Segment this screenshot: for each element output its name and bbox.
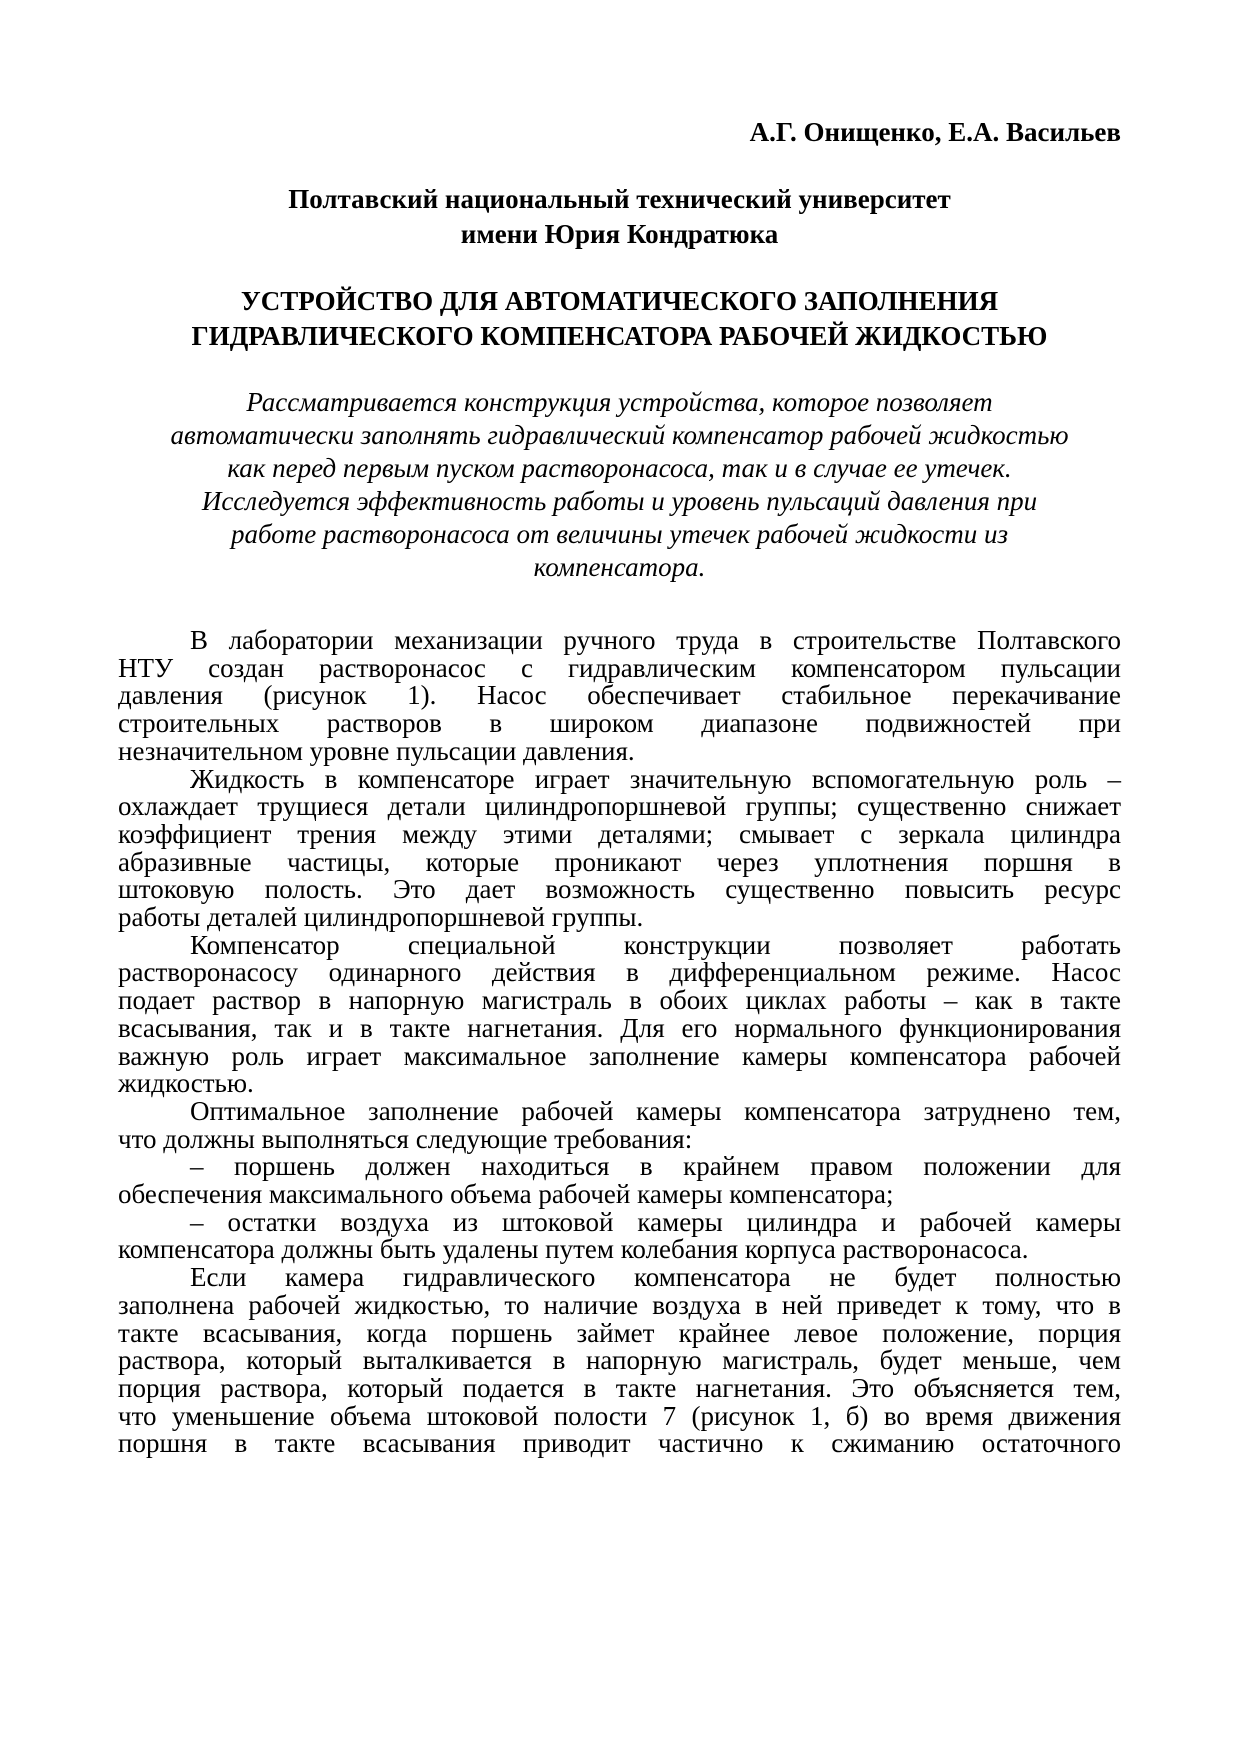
body-line: работы деталей цилиндропоршневой группы.	[118, 902, 644, 933]
body-line: всасывания, так и в такте нагнетания. Для его нормального функционирования	[118, 1012, 1121, 1043]
body-text	[118, 627, 1121, 1458]
body-line: абразивные частицы, которые проникают через уплотнения поршня в	[118, 846, 1121, 877]
body-paragraph	[118, 763, 1121, 933]
body-line: раствора, который выталкивается в напорную магистраль, будет меньше, чем	[118, 1345, 1121, 1376]
body-paragraph	[118, 1206, 1121, 1265]
abstract-line: Рассматривается конструкция устройства, которое позволяет	[246, 387, 993, 417]
body-line: что должны выполняться следующие требования:	[118, 1123, 693, 1154]
body-line: растворонасосу одинарного действия в дифференциальном режиме. Насос	[118, 957, 1121, 988]
abstract-line: работе растворонасоса от величины утечек рабочей жидкости из	[230, 519, 1009, 549]
title-line: УСТРОЙСТВО ДЛЯ АВТОМАТИЧЕСКОГО ЗАПОЛНЕНИЯ	[240, 286, 999, 316]
paper-title	[118, 284, 1121, 354]
body-line: заполнена рабочей жидкостью, то наличие воздуха в ней приведет к тому, что в	[118, 1289, 1121, 1320]
body-line: что уменьшение объема штоковой полости 7 (рисунок 1, б) во время движения	[118, 1400, 1121, 1431]
university-line: имени Юрия Кондратюка	[460, 219, 779, 249]
body-line: подает раствор в напорную магистраль в обоих циклах работы – как в такте	[118, 985, 1121, 1016]
body-line: незначительном уровне пульсации давления.	[118, 735, 635, 766]
body-line: компенсатора должны быть удалены путем колебания корпуса растворонасоса.	[118, 1234, 1029, 1265]
body-line: – остатки воздуха из штоковой камеры цилиндра и рабочей камеры	[190, 1206, 1121, 1237]
body-line: обеспечения максимального объема рабочей камеры компенсатора;	[118, 1179, 894, 1210]
body-line: Жидкость в компенсаторе играет значительную вспомогательную роль –	[190, 763, 1121, 794]
abstract-line: компенсатора.	[533, 552, 706, 582]
body-line: Оптимальное заполнение рабочей камеры компенсатора затруднено тем,	[190, 1095, 1121, 1126]
body-line: Если камера гидравлического компенсатора не будет полностью	[190, 1262, 1121, 1293]
authors: А.Г. Онищенко, Е.А. Васильев	[749, 117, 1121, 147]
body-line: поршня в такте всасывания приводит частично к сжиманию остаточного	[118, 1428, 1121, 1459]
body-line: строительных растворов в широком диапазоне подвижностей при	[118, 708, 1121, 739]
abstract	[118, 386, 1121, 584]
body-line: давления (рисунок 1). Насос обеспечивает стабильное перекачивание	[118, 680, 1121, 711]
body-line: – поршень должен находиться в крайнем правом положении для	[190, 1151, 1121, 1182]
body-line: такте всасывания, когда поршень займет крайнее левое положение, порция	[118, 1317, 1121, 1348]
abstract-line: как перед первым пуском растворонасоса, так и в случае ее утечек.	[227, 453, 1012, 483]
body-line: В лаборатории механизации ручного труда в строительстве Полтавского	[190, 625, 1121, 655]
body-line: жидкостью.	[118, 1068, 254, 1099]
abstract-line: Исследуется эффективность работы и уровень пульсаций давления при	[201, 486, 1038, 516]
body-paragraph	[118, 1153, 1121, 1208]
university-affiliation	[118, 182, 1121, 252]
body-line: штоковую полость. Это дает возможность существенно повысить ресурс	[118, 874, 1121, 905]
abstract-line: автоматически заполнять гидравлический компенсатор рабочей жидкостью	[170, 420, 1069, 450]
body-line: коэффициент трения между этими деталями; смывает с зеркала цилиндра	[118, 818, 1121, 849]
body-paragraph	[118, 1095, 1121, 1154]
body-line: порция раствора, который подается в такте нагнетания. Это объясняется тем,	[118, 1372, 1121, 1403]
body-line: охлаждает трущиеся детали цилиндропоршневой группы; существенно снижает	[118, 791, 1121, 822]
body-paragraph	[118, 929, 1121, 1099]
body-line: важную роль играет максимальное заполнение камеры компенсатора рабочей	[118, 1040, 1121, 1071]
body-line: Компенсатор специальной конструкции позволяет работать	[190, 929, 1121, 960]
body-paragraph	[118, 1264, 1121, 1458]
title-line: ГИДРАВЛИЧЕСКОГО КОМПЕНСАТОРА РАБОЧЕЙ ЖИДКОСТЬЮ	[191, 321, 1048, 351]
university-line: Полтавский национальный технический университет	[288, 184, 951, 214]
body-paragraph	[118, 627, 1121, 766]
body-line: НТУ создан растворонасос с гидравлическим компенсатором пульсации	[118, 652, 1121, 683]
